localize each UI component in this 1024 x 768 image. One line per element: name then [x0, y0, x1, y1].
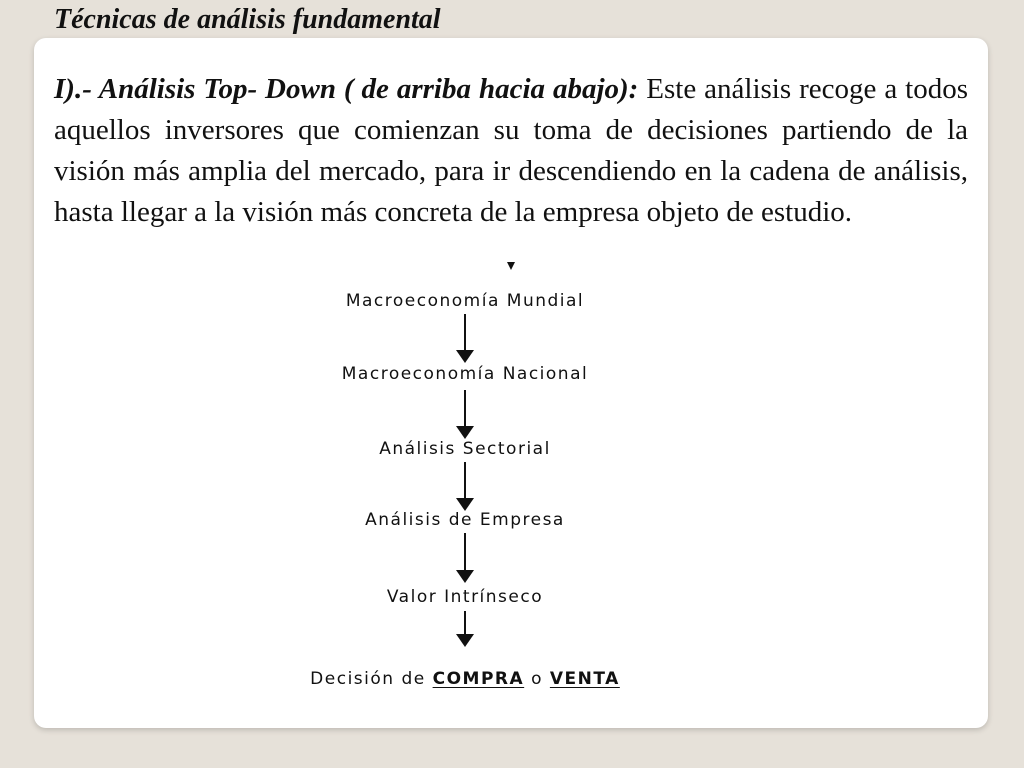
flow-step-analisis-sectorial: Análisis Sectorial — [379, 439, 551, 459]
final-connector: o — [524, 669, 550, 689]
final-prefix: Decisión de — [310, 669, 433, 689]
arrow-1-head — [456, 350, 474, 363]
arrow-2-head — [456, 426, 474, 439]
flow-final-decision — [310, 669, 620, 689]
flow-step-macro-nacional: Macroeconomía Nacional — [341, 364, 589, 384]
arrow-5-head — [456, 634, 474, 647]
arrow-4-head — [456, 570, 474, 583]
final-option-compra: COMPRA — [432, 669, 525, 689]
flow-step-valor-intrinseco: Valor Intrínseco — [386, 587, 544, 607]
paragraph-lead: I).- Análisis Top- Down ( de arriba hacia abajo): — [54, 73, 639, 105]
paragraph-text: Este análisis recoge a todos aquellos inversores que comienzan su toma de decisiones partiendo de la visión más amplia del mercado, para ir descendiendo en la cadena de análisis, hasta llegar a la visión más concreta de la empresa objeto de estudio. — [54, 73, 968, 228]
final-option-venta: VENTA — [549, 669, 620, 689]
flow-step-macro-mundial: Macroeconomía Mundial — [345, 291, 585, 311]
flow-step-analisis-empresa: Análisis de Empresa — [365, 510, 565, 530]
slide-title: Técnicas de análisis fundamental — [54, 4, 441, 35]
